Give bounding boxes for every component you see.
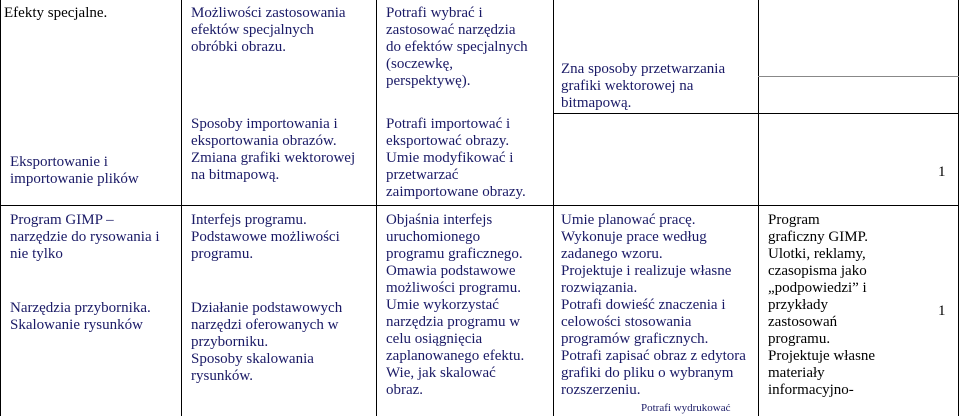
row3-materials: Program graficzny GIMP. Ulotki, reklamy, czasopisma jako „podpowiedzi” i przykłady zastosowań programu. Projektuje własne materiały informacyjno- xyxy=(768,212,876,398)
grid-line xyxy=(758,76,959,77)
row1-topic: Efekty specjalne. xyxy=(4,5,108,21)
row2-skills: Potrafi importować i eksportować obrazy. Umie modyfikować i przetwarzać zaimportowane obrazy. xyxy=(386,116,526,200)
row3-extended-skills-tail: Potrafi wydrukować xyxy=(641,402,731,414)
row3-hours: 1 xyxy=(938,303,946,319)
grid-line xyxy=(181,0,182,416)
grid-line xyxy=(376,0,377,416)
row1-extended-skills: Zna sposoby przetwarzania grafiki wektorowej na bitmapową. xyxy=(561,61,726,111)
row2-content: Sposoby importowania i eksportowania obrazów. Zmiana grafiki wektorowej na bitmapową. xyxy=(191,116,356,183)
row3-content-b: Działanie podstawowych narzędzi oferowanych w przyborniku. Sposoby skalowania rysunków. xyxy=(191,300,343,384)
grid-line xyxy=(553,0,554,416)
grid-line xyxy=(0,205,959,206)
grid-line xyxy=(181,113,376,114)
row3-skills: Objaśnia interfejs uruchomionego programu graficznego. Omawia podstawowe możliwości programu. Umie wykorzystać narzędzia programu w celu osiągnięcia zaplanowanego efektu. Wie, jak skalować obraz. xyxy=(386,212,525,398)
grid-line xyxy=(758,0,759,416)
row3-topic-b: Narzędzia przybornika. Skalowanie rysunków xyxy=(10,300,151,333)
row3-extended-skills: Umie planować pracę. Wykonuje prace według zadanego wzoru. Projektuje i realizuje własne rozwiązania. Potrafi dowieść znaczenia i celowości stosowania programów graficznych. Potrafi zapisać obraz z edytora grafiki do pliku o wybranym rozszerzeniu. xyxy=(561,212,746,398)
row1-skills: Potrafi wybrać i zastosować narzędzia do efektów specjalnych (soczewkę, perspektywę). xyxy=(386,5,528,89)
row3-content-a: Interfejs programu. Podstawowe możliwości programu. xyxy=(191,212,340,262)
row2-topic: Eksportowanie i importowanie plików xyxy=(10,154,139,187)
row3-topic-a: Program GIMP – narzędzie do rysowania i nie tylko xyxy=(10,212,160,262)
row2-hours: 1 xyxy=(938,164,946,180)
grid-line xyxy=(553,113,959,114)
grid-line xyxy=(0,0,1,416)
row1-content: Możliwości zastosowania efektów specjalnych obróbki obrazu. xyxy=(191,5,346,55)
